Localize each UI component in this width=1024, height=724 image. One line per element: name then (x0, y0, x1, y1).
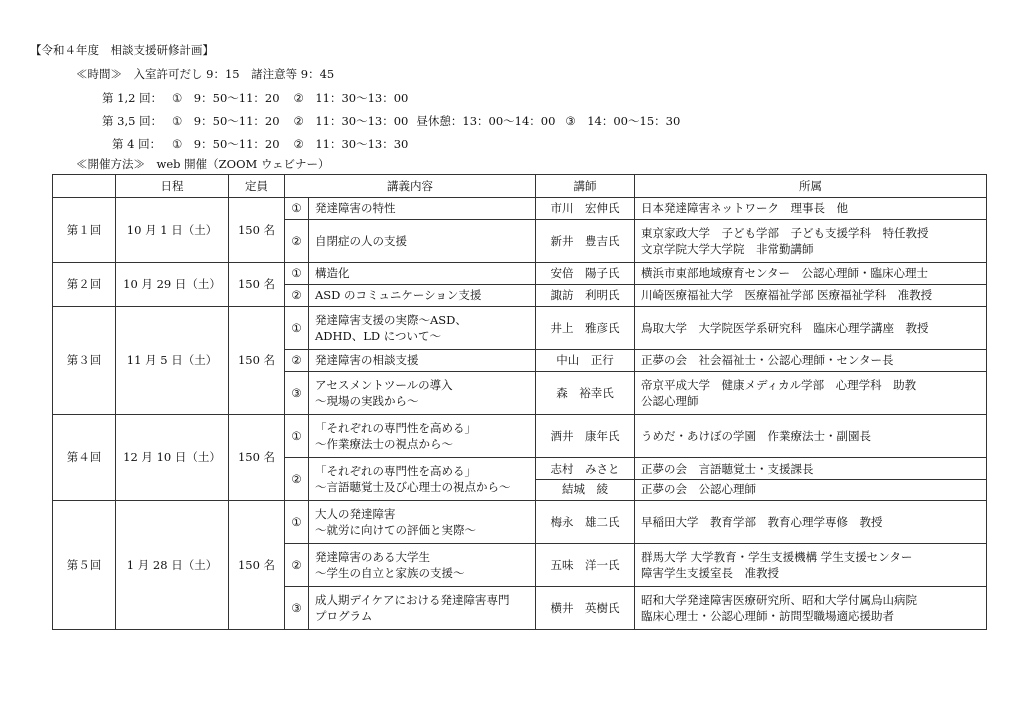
schedule-slot-3: ③ 14：00〜15：30 (565, 114, 681, 128)
session-number: 第３回 (53, 307, 116, 415)
lecture-number: ② (285, 544, 309, 587)
affiliation: 鳥取大学 大学院医学系研究科 臨床心理学講座 教授 (635, 307, 987, 350)
lecture-content-line: 発達障害のある大学生 (315, 549, 430, 564)
session-date: 11 月 5 日（土） (116, 307, 229, 415)
session-capacity: 150 名 (229, 263, 285, 307)
session-capacity: 150 名 (229, 307, 285, 415)
table-row (53, 263, 987, 285)
lecturer: 市川 宏伸氏 (536, 198, 635, 220)
session-date: 10 月 1 日（土） (116, 198, 229, 263)
lecturer: 森 裕幸氏 (536, 372, 635, 415)
schedule-lunch-break: 昼休憩：13：00〜14：00 (416, 114, 556, 128)
header-lecturer: 講師 (536, 175, 635, 198)
schedule-sessions-1-2 (102, 90, 408, 106)
lecture-content-line: 大人の発達障害 (315, 506, 396, 521)
affiliation-line: 臨床心理士・公認心理師・訪問型職場適応援助者 (641, 609, 894, 623)
lecturer: 新井 豊吉氏 (536, 220, 635, 263)
schedule-slot-2: ② 11：30〜13：00 (293, 114, 409, 128)
table-row (53, 198, 987, 220)
document-title: 【令和４年度 相談支援研修計画】 (30, 43, 214, 57)
lecture-number: ② (285, 220, 309, 263)
method-line: ≪開催方法≫ web 開催（ZOOM ウェビナー） (76, 157, 330, 171)
lecture-number: ② (285, 350, 309, 372)
affiliation: 日本発達障害ネットワーク 理事長 他 (635, 198, 987, 220)
lecture-number: ② (285, 458, 309, 501)
session-number: 第１回 (53, 198, 116, 263)
lecture-content-line: 「それぞれの専門性を高める」 (315, 463, 476, 478)
lecture-content (309, 415, 536, 458)
lecture-number: ② (285, 285, 309, 307)
affiliation: うめだ・あけぼの学園 作業療法士・副園長 (635, 415, 987, 458)
affiliation: 川崎医療福祉大学 医療福祉学部 医療福祉学科 准教授 (635, 285, 987, 307)
lecture-content-line: 〜就労に向けての評価と実際〜 (315, 523, 476, 537)
affiliation-line: 正夢の会 言語聴覚士・支援課長 (635, 460, 986, 480)
affiliation (635, 544, 987, 587)
schedule-label: 第 1,2 回： (102, 91, 163, 105)
lecturer: 横井 英樹氏 (536, 587, 635, 630)
lecture-number: ③ (285, 587, 309, 630)
lecture-content-line: 〜現場の実践から〜 (315, 394, 419, 408)
lecturer: 五味 洋一氏 (536, 544, 635, 587)
lecture-content (309, 372, 536, 415)
schedule-label: 第 4 回： (112, 137, 162, 151)
table-header-row (53, 175, 987, 198)
lecture-number: ① (285, 415, 309, 458)
schedule-sessions-3-5 (102, 113, 680, 129)
lecture-content-line: 〜言語聴覚士及び心理士の視点から〜 (315, 480, 511, 494)
schedule-label: 第 3,5 回： (102, 114, 163, 128)
lecture-number: ① (285, 198, 309, 220)
lecture-content-line: 成人期デイケアにおける発達障害専門 (315, 592, 510, 607)
lecturer: 安倍 陽子氏 (536, 263, 635, 285)
lecture-content-line: アセスメントツールの導入 (315, 377, 453, 392)
affiliation: 横浜市東部地域療育センター 公認心理師・臨床心理士 (635, 263, 987, 285)
header-capacity: 定員 (229, 175, 285, 198)
lecture-number: ① (285, 263, 309, 285)
lecture-content-line: 〜学生の自立と家族の支援〜 (315, 566, 465, 580)
affiliation: 早稲田大学 教育学部 教育心理学専修 教授 (635, 501, 987, 544)
affiliation (635, 587, 987, 630)
lecture-content: ASD のコミュニケーション支援 (309, 285, 536, 307)
lecturer (536, 458, 635, 501)
affiliation (635, 220, 987, 263)
table-row (53, 307, 987, 350)
lecture-content: 構造化 (309, 263, 536, 285)
affiliation (635, 372, 987, 415)
lecturer-line: 結城 綾 (562, 481, 608, 496)
affiliation-line: 文京学院大学大学院 非常勤講師 (641, 242, 814, 256)
lecturer: 梅永 雄二氏 (536, 501, 635, 544)
schedule-slot-1: ① 9：50〜11：20 (172, 114, 280, 128)
lecture-content-line: プログラム (315, 609, 373, 623)
session-capacity: 150 名 (229, 198, 285, 263)
lecture-content (309, 544, 536, 587)
lecture-content: 自閉症の人の支援 (309, 220, 536, 263)
schedule-slot-1: ① 9：50〜11：20 (172, 137, 280, 151)
lecture-content: 発達障害の特性 (309, 198, 536, 220)
lecture-content-line: 発達障害支援の実際〜ASD、 (315, 312, 467, 327)
header-session (53, 175, 116, 198)
lecture-content (309, 501, 536, 544)
lecture-content (309, 587, 536, 630)
affiliation-line: 東京家政大学 子ども学部 子ども支援学科 特任教授 (641, 225, 929, 240)
lecturer: 酒井 康年氏 (536, 415, 635, 458)
lecturer-line: 志村 みさと (536, 460, 634, 480)
session-capacity: 150 名 (229, 501, 285, 630)
header-affiliation: 所属 (635, 175, 987, 198)
training-schedule-table (52, 174, 987, 630)
lecture-number: ① (285, 307, 309, 350)
schedule-slot-1: ① 9：50〜11：20 (172, 91, 280, 105)
affiliation-line: 正夢の会 公認心理師 (641, 481, 756, 496)
header-date: 日程 (116, 175, 229, 198)
lecture-number: ③ (285, 372, 309, 415)
session-number: 第４回 (53, 415, 116, 501)
session-capacity: 150 名 (229, 415, 285, 501)
lecture-content-line: 〜作業療法士の視点から〜 (315, 437, 453, 451)
schedule-session-4 (112, 136, 408, 152)
lecturer: 諏訪 利明氏 (536, 285, 635, 307)
lecture-content (309, 458, 536, 501)
schedule-slot-2: ② 11：30〜13：30 (293, 137, 409, 151)
affiliation-line: 帝京平成大学 健康メディカル学部 心理学科 助教 (641, 377, 917, 392)
lecturer: 井上 雅彦氏 (536, 307, 635, 350)
affiliation-line: 昭和大学発達障害医療研究所、昭和大学付属烏山病院 (641, 592, 917, 607)
session-date: 1 月 28 日（土） (116, 501, 229, 630)
table-row (53, 415, 987, 458)
affiliation-line: 群馬大学 大学教育・学生支援機構 学生支援センター (641, 549, 913, 564)
session-date: 12 月 10 日（土） (116, 415, 229, 501)
lecture-number: ① (285, 501, 309, 544)
session-number: 第２回 (53, 263, 116, 307)
affiliation: 正夢の会 社会福祉士・公認心理師・センター長 (635, 350, 987, 372)
lecture-content-line: 「それぞれの専門性を高める」 (315, 420, 476, 435)
lecture-content: 発達障害の相談支援 (309, 350, 536, 372)
table-row (53, 501, 987, 544)
affiliation-line: 障害学生支援室長 准教授 (641, 566, 779, 580)
header-content: 講義内容 (285, 175, 536, 198)
session-date: 10 月 29 日（土） (116, 263, 229, 307)
lecture-content-line: ADHD、LD について〜 (315, 329, 442, 343)
schedule-slot-2: ② 11：30〜13：00 (293, 91, 409, 105)
affiliation (635, 458, 987, 501)
session-number: 第５回 (53, 501, 116, 630)
lecturer: 中山 正行 (536, 350, 635, 372)
affiliation-line: 公認心理師 (641, 394, 699, 408)
time-line: ≪時間≫ 入室許可だし 9：15 諸注意等 9：45 (76, 67, 335, 81)
lecture-content (309, 307, 536, 350)
